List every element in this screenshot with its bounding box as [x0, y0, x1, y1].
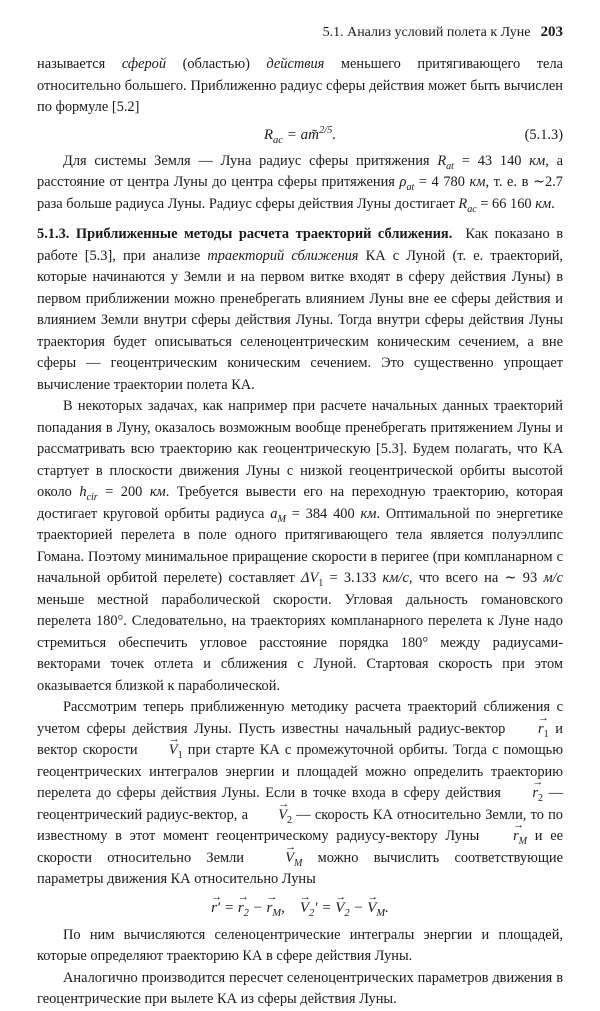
section-number: 5.1.3.: [37, 226, 70, 242]
running-title: 5.1. Анализ условий полета к Луне: [322, 25, 531, 40]
paragraph-exit-recalc: Аналогично производится пересчет селеноцентрических параметров движения в геоцентрические при вылете КА из сферы действия Луны.: [37, 969, 563, 1007]
paragraph-selenocentric-integrals: По ним вычисляются селеноцентрические интегралы энергии и площадей, которые определяют траекторию КА в сфере действия Луны.: [37, 926, 563, 964]
equation-body: → r′ = → $r_2$ − → $r_M$, → $V_2'$ = → $V_2$ − → $V_M$.: [211, 900, 389, 916]
section-title: Приближенные методы расчета траекторий сближения.: [75, 226, 453, 242]
running-head: [37, 22, 563, 42]
equation-number: (5.1.3): [524, 126, 563, 143]
book-page: [37, 22, 563, 1011]
equation-relative-motion: [37, 891, 563, 925]
equation-body: $R_{ac}$ = am̃$^{2/5}$.: [263, 124, 337, 146]
paragraph-sphere-definition: называется сферой (областью) действия меньшего притягивающего тела относительно большего. Приближенно радиус сферы действия может быть вычислен по формуле [5.2]: [37, 56, 564, 115]
paragraph-earth-moon-radii: Для системы Земля — Луна радиус сферы притяжения $R_{at} = 43$ 140 км, а расстояние от центра Луны до центра сферы притяжения $\rho_{at} = 4$ 780 км, т. е. в ∼2.7 раза больше радиуса Луны. Радиус сферы действия Луны достигает $R_{ac} = 66$ 160 км.: [37, 152, 563, 215]
page-number: 203: [540, 24, 563, 40]
section-heading: [37, 226, 452, 242]
paragraph-method: Рассмотрим теперь приближенную методику расчета траекторий сближения с учетом сферы действия Луны. Пусть известны начальный радиус-вектор → $r_1$ и вектор скорости → $V_1$ при старте КА с промежуточной орбиты. Тогда с помощью геоцентрических интегралов энергии и площадей можно определить траекторию перелета до сферы действия Луны. Если в точке входа в сферу действия → $r_2$ — геоцентрический радиус-вектор, $а \to V_2$ — скорость КА относительно Земли, то по известному в этот момент геоцентрическому радиусу-вектору Луны → $r_M$ и ее скорости относительно Земли → $V_M$ можно вычислить соответствующие параметры движения КА относительно Луны: [37, 697, 563, 891]
paragraph-hohmann: В некоторых задачах, как например при расчете начальных данных траекторий попадания в Луну, оказалось возможным вообще пренебрегать притяжением Луны и рассматривать всю траекторию как геоцентрическую [5.3]. Будем полагать, что КА стартует в плоскости движения Луны с низкой геоцентрической орбиты высотой около $h_{cir} = 200$ км. Требуется вывести его на переходную траекторию, которая достигает круговой орбиты радиуса $a_M = 384$ 400 км. Оптимальной по энергетике траекторией перелета в поле одного притягивающего тела является полуэллипс Гомана. Поэтому минимальное приращение скорости в перигее (при компланарном с начальной орбитой перелете) составляет $\Delta V_1 = 3.133$ км/с, что всего на ∼ 93 м/с меньше местной параболической скорости. Угловая дальность гомановского перелета 180°. Следовательно, на траекториях компланарного перелета к Луне надо стремиться обеспечить угловое расстояние порядка 180° между радиусами-векторами точек отлета и сближения с Луной. Стартовая скорость при этом оказывается близкой к параболической.: [37, 398, 564, 694]
equation-5-1-3: [37, 119, 563, 151]
paragraph-section-5-1-3: 5.1.3. Приближенные методы расчета траекторий сближения. Как показано в работе [5.3], при анализе траекторий сближения КА с Луной (т. е. траекторий, которые начинаются у Земли и на первом витке входят в сферу действия Луны) в первом приближении можно пренебрегать влиянием Луны вне ее сферы действия и влиянием Земли внутри сферы действия Луны. Тогда внутри сферы действия Луны траектория будет описываться селеноцентрическим коническим сечением, а вне сферы — геоцентрическим коническим сечением. Это существенно упрощает вычисление траектории полета КА.: [37, 226, 564, 393]
body-text: [37, 54, 563, 1011]
